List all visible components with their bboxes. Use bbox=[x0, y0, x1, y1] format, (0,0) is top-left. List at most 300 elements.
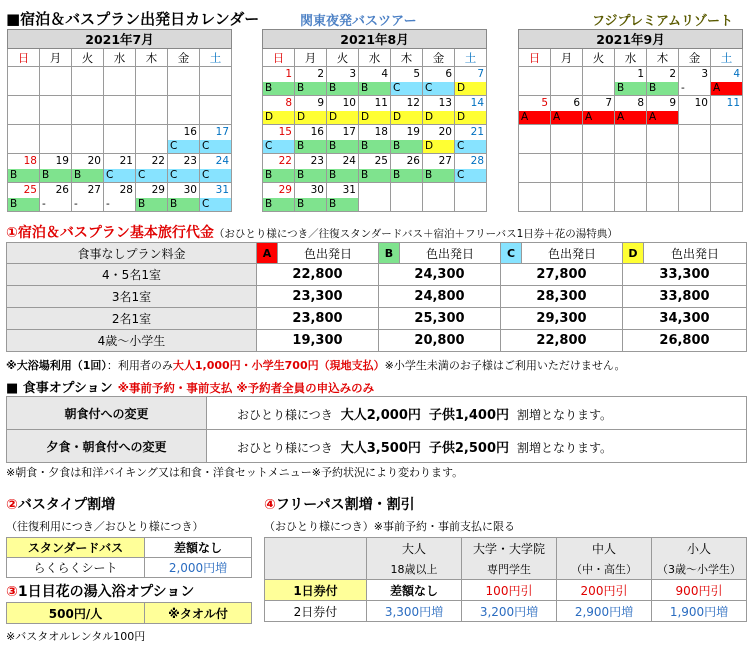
day-code bbox=[519, 198, 551, 212]
surcharge-text: 割増となります。 bbox=[517, 407, 613, 422]
day-code bbox=[711, 198, 743, 212]
pass-section-title bbox=[264, 494, 415, 514]
weekday-header: 土 bbox=[455, 49, 487, 67]
day-code bbox=[391, 198, 423, 212]
day-code bbox=[104, 111, 136, 125]
day-code: C bbox=[200, 140, 232, 154]
day-code: C bbox=[104, 169, 136, 183]
pass-price: 100円引 bbox=[462, 580, 557, 601]
day-code: D bbox=[327, 111, 359, 125]
fare-price: 23,800 bbox=[257, 308, 379, 330]
day-code: B bbox=[295, 169, 327, 183]
day-code: D bbox=[359, 111, 391, 125]
room-type: 2名1室 bbox=[7, 308, 257, 330]
meal-row bbox=[7, 397, 747, 430]
fare-price: 26,800 bbox=[623, 330, 747, 352]
day-number bbox=[647, 183, 679, 198]
weekday-header: 金 bbox=[423, 49, 455, 67]
fare-row bbox=[7, 264, 747, 286]
fare-price: 24,300 bbox=[379, 264, 501, 286]
day-number bbox=[711, 183, 743, 198]
day-number: 24 bbox=[327, 154, 359, 169]
room-type: 4歳～小学生 bbox=[7, 330, 257, 352]
meal-row bbox=[7, 430, 747, 463]
pass-header-l1: 大学・大学院 bbox=[472, 542, 545, 556]
day-number: 10 bbox=[679, 96, 711, 111]
day-code bbox=[136, 82, 168, 96]
meal-section-title bbox=[6, 377, 374, 396]
day-code: C bbox=[200, 198, 232, 212]
day-number: 22 bbox=[263, 154, 295, 169]
bus-name: スタンダードバス bbox=[7, 538, 145, 558]
fare-price: 28,300 bbox=[501, 286, 623, 308]
month-calendar bbox=[262, 29, 487, 212]
pass-title: フリーパス割増・割引 bbox=[275, 497, 415, 513]
day-number: 31 bbox=[327, 183, 359, 198]
day-number: 6 bbox=[423, 67, 455, 82]
day-number bbox=[711, 154, 743, 169]
day-number bbox=[551, 125, 583, 140]
section-number: ① bbox=[6, 225, 18, 241]
code-badge-d: D bbox=[628, 246, 638, 260]
day-number bbox=[615, 183, 647, 198]
child-price: 子供2,500円 bbox=[428, 440, 510, 456]
day-code: B bbox=[359, 169, 391, 183]
day-number: 13 bbox=[423, 96, 455, 111]
fare-price: 33,800 bbox=[623, 286, 747, 308]
day-number: 3 bbox=[327, 67, 359, 82]
weekday-header: 木 bbox=[647, 49, 679, 67]
day-number: 21 bbox=[455, 125, 487, 140]
day-number bbox=[455, 183, 487, 198]
day-number: 21 bbox=[104, 154, 136, 169]
day-code: A bbox=[519, 111, 551, 125]
per-person: おひとり様につき bbox=[237, 407, 333, 422]
adult-price: 大人2,000円 bbox=[340, 407, 421, 423]
weekday-header: 火 bbox=[72, 49, 104, 67]
pass-row bbox=[265, 601, 747, 622]
day-code bbox=[679, 140, 711, 154]
month-title: 2021年7月 bbox=[8, 30, 232, 49]
day-number: 20 bbox=[423, 125, 455, 140]
day-number bbox=[711, 125, 743, 140]
meal-footnote: ※朝食・夕食は和洋バイキング又は和食・洋食セットメニュー※予約状況により変わります。 bbox=[6, 466, 464, 479]
section-number: ② bbox=[6, 497, 18, 513]
day-code: B bbox=[327, 140, 359, 154]
weekday-header: 火 bbox=[327, 49, 359, 67]
day-code: C bbox=[391, 82, 423, 96]
day-number bbox=[679, 154, 711, 169]
fare-price: 23,300 bbox=[257, 286, 379, 308]
fare-price: 29,300 bbox=[501, 308, 623, 330]
pass-price: 200円引 bbox=[557, 580, 652, 601]
day-code: B bbox=[263, 169, 295, 183]
pass-header bbox=[367, 538, 462, 580]
weekday-header: 月 bbox=[295, 49, 327, 67]
pass-header-l1: 大人 bbox=[401, 542, 426, 556]
day-code bbox=[519, 169, 551, 183]
meal-option-price bbox=[207, 430, 747, 463]
day-number bbox=[519, 67, 551, 82]
day-code bbox=[72, 140, 104, 154]
meal-title: ■ 食事オプション bbox=[6, 381, 113, 396]
day-code: B bbox=[647, 82, 679, 96]
day-number: 26 bbox=[40, 183, 72, 198]
day-code: B bbox=[359, 140, 391, 154]
day-code bbox=[8, 82, 40, 96]
day-code: B bbox=[359, 82, 391, 96]
day-number: 30 bbox=[168, 183, 200, 198]
day-number bbox=[391, 183, 423, 198]
day-code: B bbox=[136, 198, 168, 212]
day-code: B bbox=[263, 82, 295, 96]
day-number: 3 bbox=[679, 67, 711, 82]
surcharge-text: 割増となります。 bbox=[517, 440, 613, 455]
day-code bbox=[136, 140, 168, 154]
fare-price: 20,800 bbox=[379, 330, 501, 352]
day-number: 15 bbox=[263, 125, 295, 140]
weekday-header: 水 bbox=[359, 49, 391, 67]
day-code: - bbox=[679, 82, 711, 96]
code-badge-c: C bbox=[506, 246, 516, 260]
day-number: 7 bbox=[455, 67, 487, 82]
pass-price: 1,900円増 bbox=[652, 601, 747, 622]
meal-option-label: 夕食・朝食付への変更 bbox=[7, 430, 207, 463]
section-number: ③ bbox=[6, 584, 18, 600]
day-number: 19 bbox=[391, 125, 423, 140]
pass-sub: （おひとり様につき）※事前予約・事前支払に限る bbox=[264, 520, 515, 533]
child-price: 子供1,400円 bbox=[428, 407, 510, 423]
day-number: 25 bbox=[8, 183, 40, 198]
day-number bbox=[551, 154, 583, 169]
day-number: 8 bbox=[615, 96, 647, 111]
day-number: 2 bbox=[295, 67, 327, 82]
pass-type: 1日券付 bbox=[265, 580, 367, 601]
day-number: 28 bbox=[455, 154, 487, 169]
bus-price: 2,000円増 bbox=[145, 558, 252, 578]
day-code: B bbox=[168, 198, 200, 212]
day-code bbox=[583, 82, 615, 96]
day-code bbox=[647, 198, 679, 212]
day-code bbox=[200, 82, 232, 96]
day-number: 1 bbox=[263, 67, 295, 82]
meal-option-price bbox=[207, 397, 747, 430]
meal-table bbox=[6, 396, 747, 463]
day-code bbox=[551, 82, 583, 96]
weekday-header: 金 bbox=[679, 49, 711, 67]
fare-price: 22,800 bbox=[257, 264, 379, 286]
meal-option-label: 朝食付への変更 bbox=[7, 397, 207, 430]
day-code bbox=[104, 82, 136, 96]
day-number: 25 bbox=[359, 154, 391, 169]
bus-table bbox=[6, 537, 252, 578]
weekday-header: 火 bbox=[583, 49, 615, 67]
pass-header-l2: （中・高生） bbox=[571, 563, 637, 576]
fare-price: 22,800 bbox=[501, 330, 623, 352]
note-b: ：利用者のみ bbox=[106, 359, 173, 372]
pass-price: 2,900円増 bbox=[557, 601, 652, 622]
bath-title: 1日目花の湯入浴オプション bbox=[17, 584, 195, 600]
day-number bbox=[359, 183, 391, 198]
weekday-header: 水 bbox=[104, 49, 136, 67]
day-number bbox=[423, 183, 455, 198]
day-number: 28 bbox=[104, 183, 136, 198]
day-number: 18 bbox=[359, 125, 391, 140]
pass-header bbox=[557, 538, 652, 580]
pass-header bbox=[462, 538, 557, 580]
day-number bbox=[104, 96, 136, 111]
day-code bbox=[679, 111, 711, 125]
day-number: 27 bbox=[72, 183, 104, 198]
weekday-header: 木 bbox=[391, 49, 423, 67]
day-code bbox=[136, 111, 168, 125]
day-number bbox=[136, 67, 168, 82]
day-code: B bbox=[391, 140, 423, 154]
day-code: C bbox=[200, 169, 232, 183]
pass-price: 差額なし bbox=[367, 580, 462, 601]
day-number bbox=[583, 183, 615, 198]
day-number: 5 bbox=[391, 67, 423, 82]
pass-table bbox=[264, 537, 747, 622]
day-number: 23 bbox=[295, 154, 327, 169]
day-number: 9 bbox=[647, 96, 679, 111]
day-number: 19 bbox=[40, 154, 72, 169]
fare-row bbox=[7, 308, 747, 330]
day-code: - bbox=[72, 198, 104, 212]
day-code: B bbox=[391, 169, 423, 183]
page-title: ■宿泊＆バスプラン出発日カレンダー bbox=[6, 10, 260, 28]
month-calendar bbox=[7, 29, 232, 212]
day-number bbox=[72, 67, 104, 82]
pass-corner bbox=[265, 538, 367, 580]
day-code bbox=[679, 169, 711, 183]
day-number: 5 bbox=[519, 96, 551, 111]
bus-title: バスタイプ割増 bbox=[17, 497, 116, 513]
fare-price: 27,800 bbox=[501, 264, 623, 286]
day-number bbox=[519, 154, 551, 169]
day-code bbox=[40, 82, 72, 96]
fare-price: 34,300 bbox=[623, 308, 747, 330]
weekday-header: 月 bbox=[551, 49, 583, 67]
day-code: C bbox=[455, 169, 487, 183]
fare-price: 19,300 bbox=[257, 330, 379, 352]
pass-header-l1: 小人 bbox=[686, 542, 711, 556]
day-number bbox=[615, 154, 647, 169]
month-title: 2021年9月 bbox=[519, 30, 743, 49]
day-number: 29 bbox=[263, 183, 295, 198]
adult-price: 大人3,500円 bbox=[340, 440, 421, 456]
day-code bbox=[583, 198, 615, 212]
day-code: D bbox=[423, 111, 455, 125]
day-number: 23 bbox=[168, 154, 200, 169]
day-code: - bbox=[40, 198, 72, 212]
day-code: B bbox=[72, 169, 104, 183]
pass-header bbox=[652, 538, 747, 580]
day-code: - bbox=[104, 198, 136, 212]
per-person: おひとり様につき bbox=[237, 440, 333, 455]
day-code: C bbox=[136, 169, 168, 183]
day-number bbox=[551, 67, 583, 82]
bus-section-title bbox=[6, 494, 115, 514]
day-number bbox=[200, 67, 232, 82]
day-code bbox=[519, 140, 551, 154]
day-code: C bbox=[423, 82, 455, 96]
day-code bbox=[615, 169, 647, 183]
day-code: D bbox=[455, 82, 487, 96]
day-code: D bbox=[423, 140, 455, 154]
tour-subtitle: 関東夜発バスツアー bbox=[300, 14, 417, 29]
pass-type: 2日券付 bbox=[265, 601, 367, 622]
day-code: B bbox=[8, 198, 40, 212]
day-code: A bbox=[583, 111, 615, 125]
day-number bbox=[679, 183, 711, 198]
day-number bbox=[168, 96, 200, 111]
day-code bbox=[551, 169, 583, 183]
day-number: 22 bbox=[136, 154, 168, 169]
day-number bbox=[168, 67, 200, 82]
pass-price: 3,300円増 bbox=[367, 601, 462, 622]
day-number bbox=[583, 67, 615, 82]
day-number: 11 bbox=[359, 96, 391, 111]
bath-towel: ※タオル付 bbox=[145, 603, 252, 624]
month-calendar bbox=[518, 29, 743, 212]
day-number: 17 bbox=[200, 125, 232, 140]
day-number: 29 bbox=[136, 183, 168, 198]
day-code: B bbox=[263, 198, 295, 212]
day-number bbox=[72, 125, 104, 140]
color-label: 色出発日 bbox=[644, 243, 747, 264]
fare-row bbox=[7, 286, 747, 308]
day-number bbox=[136, 125, 168, 140]
day-number: 1 bbox=[615, 67, 647, 82]
section-number: ④ bbox=[264, 497, 276, 513]
fare-title-note: （おひとり様につき／往復スタンダードバス＋宿泊＋フリーバス1日券＋花の湯特典） bbox=[213, 228, 618, 240]
day-number: 16 bbox=[295, 125, 327, 140]
day-code: B bbox=[40, 169, 72, 183]
weekday-header: 土 bbox=[200, 49, 232, 67]
day-code bbox=[519, 82, 551, 96]
day-code bbox=[647, 140, 679, 154]
fare-section-title bbox=[6, 222, 618, 242]
weekday-header: 日 bbox=[8, 49, 40, 67]
pass-header-l1: 中人 bbox=[591, 542, 616, 556]
weekday-header: 月 bbox=[40, 49, 72, 67]
day-number: 26 bbox=[391, 154, 423, 169]
day-number bbox=[136, 96, 168, 111]
day-code: B bbox=[615, 82, 647, 96]
day-code bbox=[72, 82, 104, 96]
day-code: C bbox=[168, 169, 200, 183]
day-number bbox=[40, 67, 72, 82]
day-number bbox=[583, 125, 615, 140]
day-number bbox=[519, 183, 551, 198]
day-code bbox=[168, 82, 200, 96]
color-label: 色出発日 bbox=[278, 243, 379, 264]
day-number bbox=[72, 96, 104, 111]
bath-section-title bbox=[6, 581, 194, 601]
bath-fee-note bbox=[6, 357, 626, 373]
weekday-header: 日 bbox=[263, 49, 295, 67]
day-number: 18 bbox=[8, 154, 40, 169]
day-code: D bbox=[263, 111, 295, 125]
pass-price: 900円引 bbox=[652, 580, 747, 601]
day-code: B bbox=[327, 169, 359, 183]
day-code bbox=[615, 140, 647, 154]
day-code bbox=[583, 140, 615, 154]
day-code: C bbox=[168, 140, 200, 154]
day-number: 11 bbox=[711, 96, 743, 111]
color-label: 色出発日 bbox=[522, 243, 623, 264]
day-code: A bbox=[615, 111, 647, 125]
fare-price: 33,300 bbox=[623, 264, 747, 286]
day-code bbox=[711, 111, 743, 125]
day-code bbox=[551, 198, 583, 212]
weekday-header: 水 bbox=[615, 49, 647, 67]
day-number: 7 bbox=[583, 96, 615, 111]
day-code: C bbox=[455, 140, 487, 154]
day-code: B bbox=[295, 198, 327, 212]
day-number: 9 bbox=[295, 96, 327, 111]
day-code bbox=[423, 198, 455, 212]
day-code bbox=[551, 140, 583, 154]
day-code: D bbox=[455, 111, 487, 125]
day-number bbox=[519, 125, 551, 140]
code-badge-b: B bbox=[384, 246, 394, 260]
room-type: 4・5名1室 bbox=[7, 264, 257, 286]
day-code bbox=[8, 140, 40, 154]
room-type: 3名1室 bbox=[7, 286, 257, 308]
pass-header-l2: （3歳～小学生） bbox=[657, 563, 741, 576]
pass-header-l2: 18歳以上 bbox=[390, 563, 438, 576]
meal-note: ※事前予約・事前支払 ※予約者全員の申込みのみ bbox=[117, 381, 375, 395]
fare-table bbox=[6, 242, 747, 352]
day-code: A bbox=[647, 111, 679, 125]
day-code bbox=[359, 198, 391, 212]
fare-title-main: 宿泊＆バスプラン基本旅行代金 bbox=[17, 225, 214, 241]
day-code bbox=[583, 169, 615, 183]
day-code bbox=[104, 140, 136, 154]
day-number: 10 bbox=[327, 96, 359, 111]
bath-footnote: ※バスタオルレンタル100円 bbox=[6, 630, 146, 643]
bus-sub: （往復利用につき／おひとり様につき） bbox=[6, 520, 204, 533]
day-number: 16 bbox=[168, 125, 200, 140]
day-number: 6 bbox=[551, 96, 583, 111]
day-code bbox=[72, 111, 104, 125]
day-code: B bbox=[8, 169, 40, 183]
day-number: 30 bbox=[295, 183, 327, 198]
day-number bbox=[8, 96, 40, 111]
color-label: 色出発日 bbox=[400, 243, 501, 264]
day-code bbox=[711, 140, 743, 154]
day-code bbox=[200, 111, 232, 125]
fare-row bbox=[7, 330, 747, 352]
day-number: 24 bbox=[200, 154, 232, 169]
day-code bbox=[615, 198, 647, 212]
note-d: ※小学生未満のお子様はご利用いただけません。 bbox=[384, 359, 626, 372]
pass-row bbox=[265, 580, 747, 601]
day-code bbox=[679, 198, 711, 212]
note-c: 大人1,000円・小学生700円（現地支払） bbox=[172, 359, 385, 372]
day-code: B bbox=[327, 82, 359, 96]
day-number bbox=[104, 125, 136, 140]
day-number bbox=[8, 125, 40, 140]
day-code bbox=[40, 140, 72, 154]
day-number: 14 bbox=[455, 96, 487, 111]
day-number: 8 bbox=[263, 96, 295, 111]
day-number bbox=[200, 96, 232, 111]
day-number: 4 bbox=[711, 67, 743, 82]
day-number: 2 bbox=[647, 67, 679, 82]
